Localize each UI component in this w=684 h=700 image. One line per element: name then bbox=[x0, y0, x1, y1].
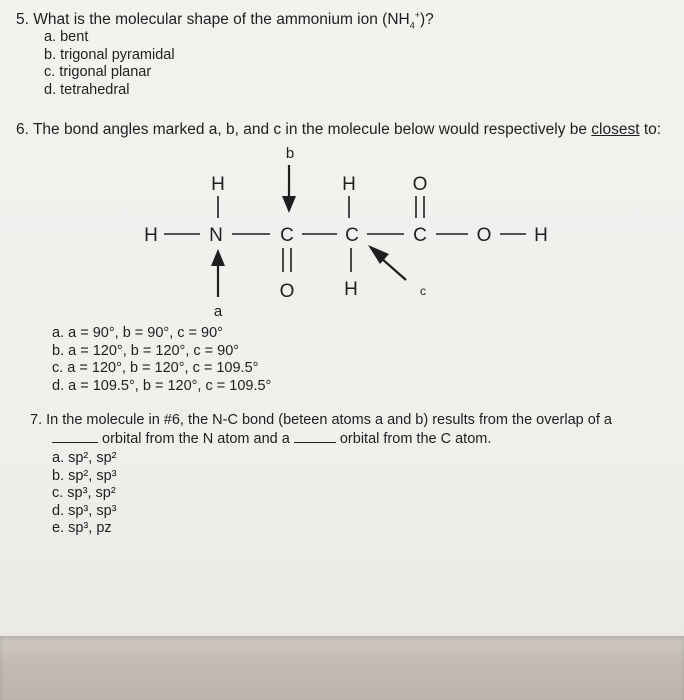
q7-prompt-line2 bbox=[52, 430, 491, 447]
q7-text-line1: In the molecule in #6, the N-C bond (beteen atoms a and b) results from the overlap of a bbox=[46, 412, 612, 428]
angle-a-arrow-head bbox=[211, 249, 225, 266]
q5-options bbox=[44, 29, 175, 99]
q5-option-a[interactable]: a. bent bbox=[44, 29, 89, 45]
q7-blank-1[interactable] bbox=[52, 430, 98, 443]
q7-blank-2[interactable] bbox=[294, 430, 336, 443]
angle-label-b: b bbox=[285, 145, 295, 162]
table-surface bbox=[0, 636, 684, 700]
q5-superscript: + bbox=[414, 10, 420, 20]
q7-text-line2-mid: orbital from the N atom and a bbox=[98, 431, 294, 447]
q7-options bbox=[52, 450, 116, 538]
atom-o-bottom: O bbox=[279, 281, 295, 302]
q5-text-end: )? bbox=[420, 11, 434, 29]
angle-c-arrow-shaft bbox=[381, 258, 406, 280]
atom-h-top-c2: H bbox=[342, 174, 356, 195]
q7-option-e[interactable]: e. sp³, pz bbox=[52, 520, 112, 536]
atom-o-top: O bbox=[412, 174, 428, 195]
atom-c1: C bbox=[280, 225, 294, 246]
q6-prompt bbox=[16, 121, 661, 139]
q6-option-d[interactable]: d. a = 109.5°, b = 120°, c = 109.5° bbox=[52, 377, 272, 394]
q6-option-a[interactable]: a. a = 90°, b = 90°, c = 90° bbox=[52, 325, 223, 341]
atom-c3: C bbox=[413, 225, 427, 246]
atom-h-top-n: H bbox=[211, 174, 225, 195]
atom-h-right: H bbox=[534, 225, 548, 246]
q5-prompt bbox=[16, 10, 434, 30]
q6-options bbox=[52, 325, 271, 395]
angle-label-c: c bbox=[420, 284, 426, 298]
q5-number: 5. bbox=[16, 11, 29, 29]
q7-prompt-line1 bbox=[30, 412, 612, 428]
q7-option-b[interactable]: b. sp², sp³ bbox=[52, 467, 117, 484]
q7-number: 7. bbox=[30, 412, 43, 428]
angle-b-arrow-head bbox=[282, 196, 296, 213]
atom-h-bottom: H bbox=[344, 279, 358, 300]
q7-text-line2-end: orbital from the C atom. bbox=[335, 431, 492, 447]
q6-text-end: to: bbox=[639, 121, 662, 138]
molecule-diagram bbox=[0, 140, 684, 340]
q5-subscript: 4 bbox=[409, 20, 415, 31]
q6-number: 6. bbox=[16, 121, 29, 138]
q6-text: The bond angles marked a, b, and c in the molecule below would respectively be bbox=[32, 121, 592, 138]
q6-option-c[interactable]: c. a = 120°, b = 120°, c = 109.5° bbox=[52, 360, 259, 376]
q6-option-b[interactable]: b. a = 120°, b = 120°, c = 90° bbox=[52, 342, 240, 359]
q7-option-d[interactable]: d. sp³, sp³ bbox=[52, 502, 117, 519]
q5-option-c[interactable]: c. trigonal planar bbox=[44, 64, 152, 80]
q5-option-b[interactable]: b. trigonal pyramidal bbox=[44, 46, 175, 63]
q5-option-d[interactable]: d. tetrahedral bbox=[44, 81, 130, 98]
atom-n: N bbox=[209, 225, 223, 246]
atom-o-right: O bbox=[476, 225, 492, 246]
q7-option-a[interactable]: a. sp², sp² bbox=[52, 450, 117, 466]
atom-c2: C bbox=[345, 225, 359, 246]
q5-text: What is the molecular shape of the ammonium ion (NH bbox=[33, 11, 410, 29]
q7-option-c[interactable]: c. sp³, sp² bbox=[52, 485, 116, 501]
q6-emphasis: closest bbox=[591, 121, 640, 138]
atom-h-left: H bbox=[144, 225, 158, 246]
angle-label-a: a bbox=[213, 303, 223, 320]
